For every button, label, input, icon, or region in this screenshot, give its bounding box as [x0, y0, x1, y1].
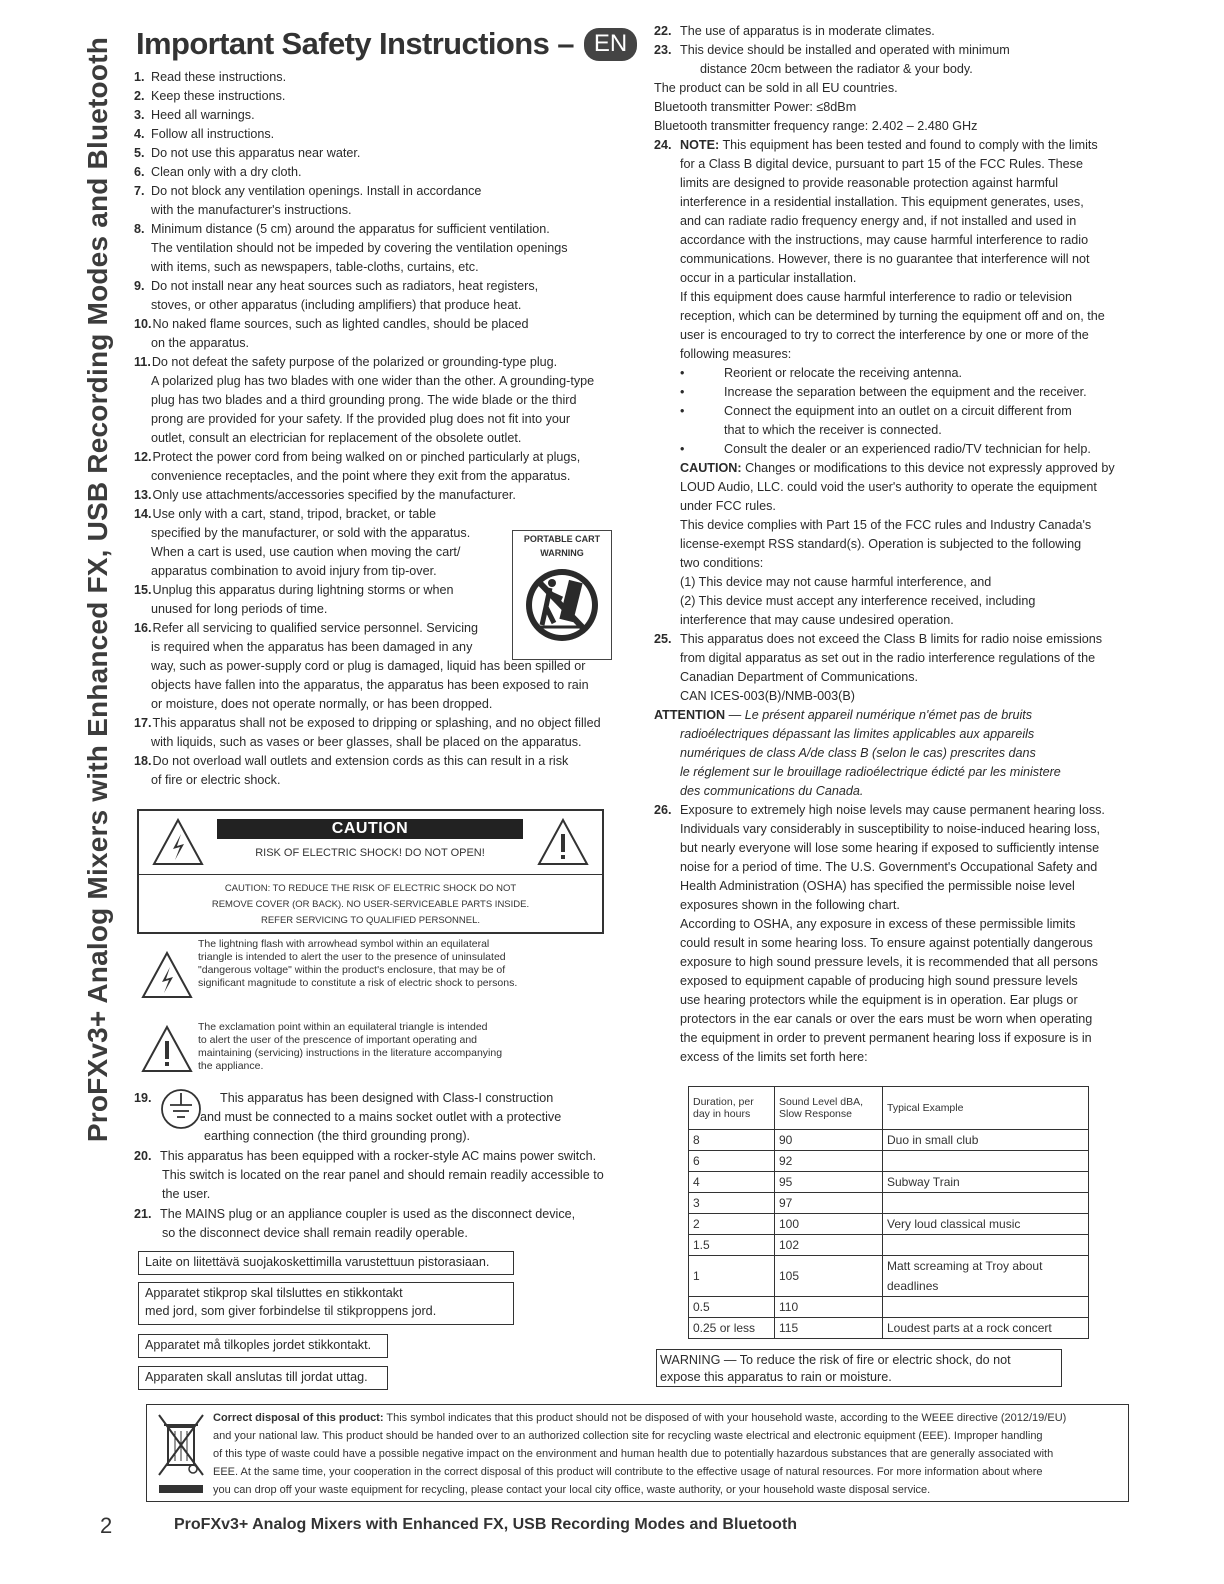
item-26-line: excess of the limits set forth here:	[680, 1050, 868, 1064]
item-26-line: protectors in the ear canals or over the ears must be worn when operating	[680, 1012, 1093, 1026]
item-text: on the apparatus.	[151, 336, 250, 350]
footer-title: ProFXv3+ Analog Mixers with Enhanced FX, USB Recording Modes and Bluetooth	[174, 1516, 798, 1533]
item-text: and must be connected to a mains socket outlet with a protective	[200, 1110, 562, 1124]
bullet-item	[654, 402, 1130, 421]
cart-warning-label-2: WARNING	[540, 548, 584, 558]
caution-text: under FCC rules.	[680, 499, 776, 513]
item-number: 2.	[134, 89, 145, 103]
item-text: convenience receptacles, and the point where they exit from the apparatus.	[151, 469, 571, 483]
safety-list-right	[654, 22, 1130, 1067]
item-number: 9.	[134, 279, 145, 293]
list-item	[134, 144, 624, 163]
item-text: Read these instructions.	[151, 70, 287, 84]
item-text: Do not defeat the safety purpose of the polarized or grounding-type plug.	[151, 355, 558, 369]
note-line: the appliance.	[198, 1060, 264, 1072]
bullet-text: Increase the separation between the equipment and the receiver.	[724, 385, 1087, 399]
table-cell: 1.5	[689, 1235, 775, 1256]
eu-line: Bluetooth transmitter Power: ≤8dBm	[654, 100, 857, 114]
table-cell: Very loud classical music	[883, 1214, 1089, 1235]
item-text: The ventilation should not be impeded by covering the ventilation openings	[151, 241, 568, 255]
rain-moisture-warning	[656, 1349, 1062, 1387]
item-text: earthing connection (the third grounding prong).	[204, 1129, 471, 1143]
note-line: "dangerous voltage" within the product's enclosure, that may be of	[198, 964, 506, 976]
item-text: outlet, consult an electrician for replacement of the obsolete outlet.	[151, 431, 522, 445]
item-text: Heed all warnings.	[151, 108, 255, 122]
weee-line: and your national law. This product should be handed over to an authorized collection site for recycling waste electrical and electronic equipment (EEE). Improper handling	[213, 1430, 1043, 1442]
item-text: No naked flame sources, such as lighted candles, should be placed	[152, 317, 529, 331]
attention-statement	[654, 706, 1130, 725]
item-number: 21.	[134, 1207, 152, 1221]
page-title: Important Safety Instructions –	[136, 26, 574, 61]
item-text: so the disconnect device shall remain readily operable.	[162, 1226, 468, 1240]
table-cell: 4	[689, 1172, 775, 1193]
item-text: Do not use this apparatus near water.	[151, 146, 361, 160]
item-text: apparatus combination to avoid injury from tip-over.	[151, 564, 437, 578]
weee-text	[213, 1409, 1116, 1499]
item-number: 1.	[134, 70, 145, 84]
table-row	[689, 1297, 1089, 1318]
table-header-cell: Sound Level dBA, Slow Response	[775, 1087, 883, 1130]
osha-noise-table	[688, 1086, 1089, 1339]
exclamation-warning-icon	[536, 817, 590, 867]
table-row	[689, 1193, 1089, 1214]
item-text: with liquids, such as vases or beer glasses, shall be placed on the apparatus.	[151, 735, 582, 749]
item-number: 11.	[134, 355, 151, 369]
item-text: Do not block any ventilation openings. Install in accordance	[151, 184, 482, 198]
item-number: 25.	[654, 632, 672, 646]
weee-line: of this type of waste could have a possible negative impact on the environment and human health due to potentially hazardous substances that are generally associated with	[213, 1448, 1054, 1460]
table-cell	[883, 1297, 1089, 1318]
item-number: 12.	[134, 450, 152, 464]
item-number: 17.	[134, 716, 152, 730]
bullet-text: that to which the receiver is connected.	[724, 423, 942, 437]
industry-canada-statement	[654, 516, 1130, 630]
item-text: Do not overload wall outlets and extension cords as this can result in a risk	[152, 754, 569, 768]
note-line: The lightning flash with arrowhead symbol within an equilateral	[198, 938, 490, 950]
table-cell: 0.5	[689, 1297, 775, 1318]
table-cell	[883, 1151, 1089, 1172]
finnish-grounding-note: Laite on liitettävä suojakoskettimilla varustettuun pistorasiaan.	[138, 1251, 514, 1275]
side-title-text: ProFXv3+ Analog Mixers with Enhanced FX, USB Recording Modes and Bluetooth	[82, 37, 113, 1143]
table-row	[689, 1235, 1089, 1256]
ground-symbol-wrap	[160, 1089, 220, 1108]
item-number: 13.	[134, 488, 152, 502]
item-number: 10.	[134, 317, 152, 331]
item-text: This device should be installed and operated with minimum	[680, 43, 1010, 57]
item-21	[134, 1205, 624, 1243]
item-number: 18.	[134, 754, 152, 768]
item-23	[654, 41, 1130, 60]
bullet-text: Consult the dealer or an experienced radio/TV technician for help.	[724, 442, 1091, 456]
lightning-warning-icon	[151, 817, 205, 867]
bullet-text: Connect the equipment into an outlet on a circuit different from	[724, 404, 1072, 418]
table-header-cell: Typical Example	[883, 1087, 1089, 1130]
table-row	[689, 1151, 1089, 1172]
note-line: triangle is intended to alert the user to the presence of uninsulated	[198, 951, 506, 963]
item-number: 8.	[134, 222, 145, 236]
list-item	[134, 106, 624, 125]
caution-box	[137, 809, 604, 934]
table-header-row	[689, 1087, 1089, 1130]
bullet-item	[654, 383, 1130, 402]
bullet-item	[654, 440, 1130, 459]
attention-text: — Le présent appareil numérique n'émet pas de bruits	[728, 708, 1033, 722]
note-label: NOTE:	[680, 138, 720, 152]
list-item	[134, 619, 504, 638]
caution-body-line: CAUTION: TO REDUCE THE RISK OF ELECTRIC SHOCK DO NOT	[224, 883, 517, 894]
item-text: is required when the apparatus has been damaged in any	[151, 640, 473, 654]
item-25-line: Canadian Department of Communications.	[680, 670, 919, 684]
item-text: stoves, or other apparatus (including amplifiers) that produce heat.	[151, 298, 522, 312]
item-26-line: Health Administration (OSHA) has specified the permissible noise level	[680, 879, 1075, 893]
caution-body	[179, 881, 562, 929]
table-row	[689, 1318, 1089, 1339]
table-cell: 1	[689, 1256, 775, 1297]
lightning-symbol-icon	[140, 950, 194, 1000]
table-cell	[883, 1193, 1089, 1214]
item-number: 3.	[134, 108, 145, 122]
language-badge: EN	[584, 28, 637, 61]
attention-line: des communications du Canada.	[680, 784, 864, 798]
item-number: 15.	[134, 583, 152, 597]
crossed-bin-icon	[155, 1411, 207, 1495]
item-text: Protect the power cord from being walked on or pinched particularly at plugs,	[152, 450, 581, 464]
page-header	[136, 22, 637, 66]
danish-line: Apparatet stikprop skal tilsluttes en stikkontakt	[145, 1286, 403, 1300]
safety-list-left	[134, 68, 624, 790]
table-row	[689, 1130, 1089, 1151]
table-cell: Matt screaming at Troy about deadlines	[883, 1256, 1089, 1297]
item-text: This apparatus has been designed with Class-I construction	[220, 1091, 554, 1105]
table-cell: 6	[689, 1151, 775, 1172]
bullet-icon: •	[680, 366, 685, 380]
attention-label: ATTENTION	[654, 708, 726, 722]
swedish-grounding-note: Apparaten skall anslutas till jordat uttag.	[138, 1366, 388, 1390]
note-line: accordance with the instructions, may cause harmful interference to radio	[680, 233, 1089, 247]
table-cell: 92	[775, 1151, 883, 1172]
item-number: 6.	[134, 165, 145, 179]
cart-tipover-icon	[520, 559, 604, 649]
item-25-line: from digital apparatus as set out in the radio interference regulations of the	[680, 651, 1096, 665]
item-26-line: the equipment in order to prevent permanent hearing loss if exposure is in	[680, 1031, 1092, 1045]
item-number: 5.	[134, 146, 145, 160]
table-cell: 2	[689, 1214, 775, 1235]
item-text: Clean only with a dry cloth.	[151, 165, 302, 179]
table-row	[689, 1214, 1089, 1235]
note-line: maintaining (servicing) instructions in the literature accompanying	[198, 1047, 503, 1059]
list-item	[134, 714, 624, 733]
list-item	[134, 448, 624, 467]
table-cell: 90	[775, 1130, 883, 1151]
note-line: reception, which can be determined by turning the equipment off and on, the	[680, 309, 1105, 323]
ic-line: interference that may cause undesired operation.	[680, 613, 954, 627]
note-line: communications. However, there is no guarantee that interference will not	[680, 252, 1090, 266]
item-text: plug has two blades and a third grounding prong. The wide blade or the third	[151, 393, 577, 407]
item-number: 22.	[654, 24, 672, 38]
fcc-caution	[654, 459, 1130, 478]
item-number: 26.	[654, 803, 672, 817]
item-number: 24.	[654, 138, 672, 152]
table-cell: 97	[775, 1193, 883, 1214]
weee-line: you can drop off your waste equipment for recycling, please contact your local city office, waste authority, or your household waste disposal service.	[213, 1484, 931, 1496]
bullet-item	[654, 364, 1130, 383]
item-text: Minimum distance (5 cm) around the apparatus for sufficient ventilation.	[151, 222, 550, 236]
table-cell: 105	[775, 1256, 883, 1297]
item-text: When a cart is used, use caution when moving the cart/	[151, 545, 461, 559]
item-25	[654, 630, 1130, 649]
ic-line: (1) This device may not cause harmful interference, and	[680, 575, 992, 589]
item-text: unused for long periods of time.	[151, 602, 328, 616]
danish-grounding-note	[138, 1282, 514, 1325]
list-item	[134, 315, 624, 334]
table-cell: 0.25 or less	[689, 1318, 775, 1339]
portable-cart-warning	[512, 530, 612, 660]
attention-line: le réglement sur le brouillage radioélectrique édicté par les ministere	[680, 765, 1061, 779]
item-26	[654, 801, 1130, 820]
item-text: This apparatus does not exceed the Class B limits for radio noise emissions	[680, 632, 1103, 646]
caution-subheading: RISK OF ELECTRIC SHOCK! DO NOT OPEN!	[255, 847, 485, 859]
item-text: with items, such as newspapers, table-cloths, curtains, etc.	[151, 260, 479, 274]
ic-line: (2) This device must accept any interference received, including	[680, 594, 1036, 608]
item-number: 14.	[134, 507, 152, 521]
note-line: significant magnitude to constitute a risk of electric shock to persons.	[198, 977, 518, 989]
ic-line: license-exempt RSS standard(s). Operation is subjected to the following	[680, 537, 1082, 551]
item-text: or moisture, does not operate normally, or has been dropped.	[151, 697, 493, 711]
note-line: If this equipment does cause harmful interference to radio or television	[680, 290, 1073, 304]
bullet-icon	[654, 421, 724, 440]
caution-body-line: REFER SERVICING TO QUALIFIED PERSONNEL.	[260, 915, 481, 926]
item-26-line: exposure to high sound pressure levels, it is recommended that all persons	[680, 955, 1098, 969]
item-number: 16.	[134, 621, 152, 635]
table-cell: Subway Train	[883, 1172, 1089, 1193]
item-text: Do not install near any heat sources such as radiators, heat registers,	[151, 279, 539, 293]
item-number: 23.	[654, 43, 672, 57]
item-text: Keep these instructions.	[151, 89, 286, 103]
bullet-icon: •	[680, 442, 685, 456]
item-20	[134, 1147, 624, 1204]
eu-compliance-lines	[654, 79, 1130, 136]
fcc-measures-list	[654, 364, 1130, 459]
caution-text: Changes or modifications to this device not expressly approved by	[745, 461, 1115, 475]
ic-line: This device complies with Part 15 of the FCC rules and Industry Canada's	[680, 518, 1092, 532]
item-26-line: but nearly everyone will lose some hearing if exposed to sufficiently intense	[680, 841, 1100, 855]
item-25-continued	[654, 649, 1130, 706]
item-26-continued	[654, 820, 1130, 1067]
weee-disposal-notice	[146, 1404, 1129, 1502]
note-line: The exclamation point within an equilateral triangle is intended	[198, 1021, 488, 1033]
note-line: user is encouraged to try to correct the interference by one or more of the	[680, 328, 1089, 342]
item-25-line: CAN ICES-003(B)/NMB-003(B)	[680, 689, 855, 703]
note-line: interference in a residential installation. This equipment generates, uses,	[680, 195, 1084, 209]
table-cell: 102	[775, 1235, 883, 1256]
note-line: for a Class B digital device, pursuant to part 15 of the FCC Rules. These	[680, 157, 1083, 171]
norwegian-grounding-note: Apparatet må tilkoples jordet stikkontakt.	[138, 1334, 388, 1358]
fcc-note-body	[654, 155, 1130, 364]
table-cell: 95	[775, 1172, 883, 1193]
item-19	[134, 1089, 624, 1146]
item-text: Use only with a cart, stand, tripod, bracket, or table	[152, 507, 437, 521]
caution-label: CAUTION:	[680, 461, 742, 475]
eu-line: The product can be sold in all EU countries.	[654, 81, 898, 95]
caution-divider	[139, 874, 602, 875]
weee-label: Correct disposal of this product:	[213, 1412, 384, 1424]
note-line: occur in a particular installation.	[680, 271, 857, 285]
table-cell: 3	[689, 1193, 775, 1214]
item-24	[654, 136, 1130, 155]
item-number: 7.	[134, 184, 145, 198]
item-text: Exposure to extremely high noise levels may cause permanent hearing loss.	[680, 803, 1105, 817]
item-text: This apparatus shall not be exposed to dripping or splashing, and no object filled	[152, 716, 601, 730]
attention-line: radioélectriques dépassant las limites applicables aux appareils	[680, 727, 1035, 741]
caution-heading: CAUTION	[217, 819, 523, 839]
item-text: This equipment has been tested and found to comply with the limits	[722, 138, 1098, 152]
lightning-symbol-note	[198, 938, 598, 990]
list-item	[134, 163, 624, 182]
danish-line: med jord, som giver forbindelse til stikproppens jord.	[145, 1304, 437, 1318]
item-text: This apparatus has been equipped with a rocker-style AC mains power switch.	[160, 1149, 597, 1163]
item-text: Follow all instructions.	[151, 127, 275, 141]
caution-text: LOUD Audio, LLC. could void the user's authority to operate the equipment	[680, 480, 1097, 494]
weee-line: EEE. At the same time, your cooperation in the correct disposal of this product will contribute to the effective usage of natural resources. For more information about where	[213, 1466, 1043, 1478]
attention-continued	[654, 725, 1130, 801]
item-text: way, such as power-supply cord or plug is damaged, liquid has been spilled or	[151, 659, 586, 673]
weee-line: This symbol indicates that this product should not be disposed of with your household waste, according to the WEEE directive (2012/19/EU)	[386, 1412, 1067, 1424]
item-text: Only use attachments/accessories specified by the manufacturer.	[152, 488, 516, 502]
item-26-line: exposures shown in the following chart.	[680, 898, 900, 912]
table-header-cell: Duration, per day in hours	[689, 1087, 775, 1130]
list-item	[134, 182, 624, 201]
item-text: The MAINS plug or an appliance coupler is used as the disconnect device,	[160, 1207, 576, 1221]
note-line: following measures:	[680, 347, 792, 361]
table-cell: 115	[775, 1318, 883, 1339]
note-line: and can radiate radio frequency energy and, if not installed and used in	[680, 214, 1077, 228]
item-text: the user.	[162, 1187, 211, 1201]
item-text: distance 20cm between the radiator & your body.	[700, 62, 973, 76]
list-item	[134, 353, 624, 372]
warning-line: WARNING — To reduce the risk of fire or electric shock, do not	[660, 1353, 1011, 1367]
side-title	[72, 37, 124, 1143]
list-item	[134, 125, 624, 144]
item-text: with the manufacturer's instructions.	[151, 203, 352, 217]
note-line: to alert the user of the prescence of important operating and	[198, 1034, 478, 1046]
item-text: The use of apparatus is in moderate climates.	[680, 24, 935, 38]
cart-warning-label-1: PORTABLE CART	[523, 534, 601, 544]
table-row	[689, 1172, 1089, 1193]
page-number: 2	[100, 1513, 113, 1538]
table-row	[689, 1256, 1089, 1297]
table-cell: Loudest parts at a rock concert	[883, 1318, 1089, 1339]
list-item	[134, 486, 624, 505]
list-item	[134, 220, 624, 239]
item-number: 4.	[134, 127, 145, 141]
item-text: of fire or electric shock.	[151, 773, 281, 787]
list-item	[134, 505, 504, 524]
item-text: objects have fallen into the apparatus, the apparatus has been exposed to rain	[151, 678, 589, 692]
attention-line: numériques de class A/de class B (selon le cas) prescrites dans	[680, 746, 1036, 760]
table-cell: 8	[689, 1130, 775, 1151]
exclamation-symbol-note	[198, 1021, 598, 1073]
table-cell: 100	[775, 1214, 883, 1235]
item-26-line: According to OSHA, any exposure in excess of these permissible limits	[680, 917, 1076, 931]
item-text: specified by the manufacturer, or sold with the apparatus.	[151, 526, 471, 540]
warning-line: expose this apparatus to rain or moisture.	[660, 1370, 892, 1384]
item-26-line: could result in some hearing loss. To ensure against potentially dangerous	[680, 936, 1093, 950]
item-26-line: use hearing protectors while the equipment is in operation. Ear plugs or	[680, 993, 1078, 1007]
bullet-icon: •	[680, 404, 685, 418]
item-number: 20.	[134, 1149, 152, 1163]
item-text: prong are provided for your safety. If the provided plug does not fit into your	[151, 412, 571, 426]
item-number: 19.	[134, 1091, 152, 1105]
item-text: This switch is located on the rear panel and should remain readily accessible to	[162, 1168, 604, 1182]
bullet-icon: •	[680, 385, 685, 399]
item-26-line: Individuals vary considerably in susceptibility to noise-induced hearing loss,	[680, 822, 1101, 836]
table-cell: 110	[775, 1297, 883, 1318]
item-22	[654, 22, 1130, 41]
eu-line: Bluetooth transmitter frequency range: 2.402 – 2.480 GHz	[654, 119, 978, 133]
table-cell: Duo in small club	[883, 1130, 1089, 1151]
list-item	[134, 752, 624, 771]
item-text: Refer all servicing to qualified service personnel. Servicing	[152, 621, 479, 635]
item-text: Unplug this apparatus during lightning storms or when	[152, 583, 454, 597]
item-26-line: exposed to equipment capable of producing high sound pressure levels	[680, 974, 1078, 988]
note-line: limits are designed to provide reasonable protection against harmful	[680, 176, 1059, 190]
table-cell	[883, 1235, 1089, 1256]
item-text: A polarized plug has two blades with one wider than the other. A grounding-type	[151, 374, 595, 388]
list-item	[134, 87, 624, 106]
item-26-line: noise for a period of time. The U.S. Government's Occupational Safety and	[680, 860, 1098, 874]
caution-body-line: REMOVE COVER (OR BACK). NO USER-SERVICEABLE PARTS INSIDE.	[211, 899, 530, 910]
protective-earth-icon	[160, 1087, 202, 1131]
ic-line: two conditions:	[680, 556, 764, 570]
bullet-text: Reorient or relocate the receiving antenna.	[724, 366, 963, 380]
list-item	[134, 277, 624, 296]
list-item	[134, 581, 504, 600]
bullet-item	[654, 421, 1130, 440]
list-item	[134, 68, 624, 87]
exclamation-symbol-icon	[140, 1024, 194, 1074]
